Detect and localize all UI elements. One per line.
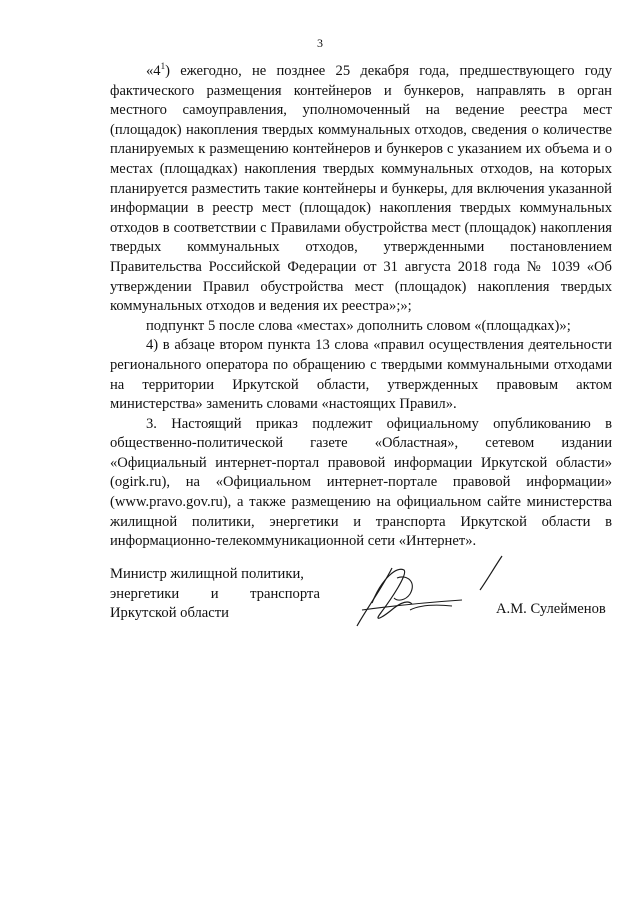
signatory-title-line-1: Министр жилищной политики, (110, 566, 304, 582)
signatory-word: и (210, 585, 219, 602)
document-body (110, 62, 612, 552)
paragraph-item-3: 3. Настоящий приказ подлежит официальному опубликованию в общественно-политической газете «Областная», сетевом издании «Официальный интернет-портал правовой информации Иркутской области» (ogirk.ru), на «Официальном интернет-портале правовой информации» (www.pravo.gov.ru), а также размещению на официальном сайте министерства жилищной политики, энергетики и транспорта Иркутской области в информационно-телекоммуникационной сети «Интернет». (110, 415, 612, 550)
page-number: 3 (317, 36, 323, 50)
paragraph-text: ) ежегодно, не позднее 25 декабря года, предшествующего году фактического размещения контейнеров и бункеров, направлять в орган местного самоуправления, уполномоченный на ведение реестра мест (площадок) накопления твердых коммунальных отходов, сведения о количестве планируемых к размещению контейнеров и бункеров с указанием их объема и о местах (площадках) накопления твердых коммунальных отходов, на которых планируется разместить такие контейнеры и бункеры, для включения указанной информации в реестр мест (площадок) накопления твердых коммунальных отходов в соответствии с Правилами обустройства мест (площадок) накопления твердых коммунальных отходов, утвержденными постановлением Правительства Российской Федерации от 31 августа 2018 года № 1039 «Об утверждении Правил обустройства мест (площадок) накопления твердых коммунальных отходов и ведения их реестра»;»; (110, 63, 612, 315)
paragraph-prefix: «4 (146, 63, 161, 79)
signatory-word: энергетики (110, 585, 180, 602)
handwritten-signature (322, 548, 522, 648)
paragraph-item-4-1 (110, 62, 612, 317)
signer-name: А.М. Сулейменов (496, 601, 606, 617)
superscript: 1 (160, 61, 166, 72)
paragraph-item-4: 4) в абзаце втором пункта 13 слова «правил осуществления деятельности регионального оператора по обращению с твердыми коммунальными отходами на территории Иркутской области, утвержденных правовым актом министерства» заменить словами «настоящих Правил». (110, 337, 612, 413)
signatory-title-line-3: Иркутской области (110, 605, 229, 622)
signatory-word: транспорта (250, 585, 320, 602)
paragraph-subpoint-5: подпункт 5 после слова «местах» дополнить словом «(площадках)»; (146, 317, 571, 334)
signatory-title-line-2 (110, 585, 320, 605)
signatory-title (110, 565, 320, 624)
